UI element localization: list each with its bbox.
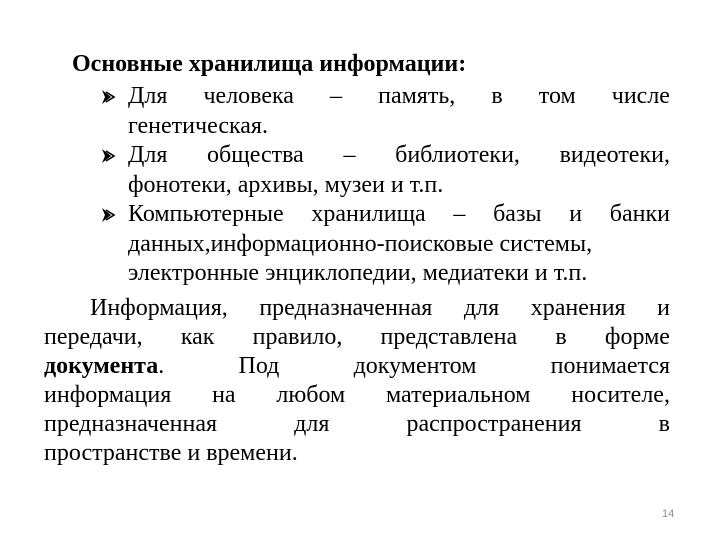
document-term: документа [44, 353, 159, 379]
word: форме [604, 324, 670, 350]
word: электронные энциклопедии, медиатеки и т.п. [128, 260, 588, 286]
word: данных,информационно-поисковые системы, [128, 230, 593, 257]
word: банки [609, 201, 670, 227]
bullet-item [106, 200, 670, 289]
word: Для [128, 142, 168, 168]
word: носителе, [571, 382, 670, 408]
word: в [555, 324, 567, 350]
page-number: 14 [662, 508, 675, 520]
word: предназначенная [44, 411, 218, 437]
paragraph-line [44, 323, 670, 352]
bullet-line [128, 200, 670, 230]
word: в [491, 83, 503, 109]
bullet-line [128, 259, 670, 289]
word: материальном [386, 382, 531, 408]
arrow-check-bullet-icon [100, 206, 118, 224]
word: библиотеки, [395, 142, 520, 168]
word: для [294, 411, 330, 437]
word: Под [238, 353, 280, 379]
bullet-line [128, 230, 670, 260]
paragraph-line [44, 410, 670, 439]
word: – [453, 201, 466, 227]
arrow-check-bullet-icon [100, 147, 118, 165]
word: – [343, 142, 356, 168]
word: пространстве и времени. [44, 440, 298, 466]
document-definition-paragraph [44, 294, 670, 468]
bullet-line [128, 112, 670, 142]
word: и [657, 295, 670, 321]
word: генетическая. [128, 112, 268, 139]
word: фонотеки, архивы, музеи и т.п. [128, 171, 444, 198]
arrow-check-bullet-icon [100, 88, 118, 106]
word: . [158, 353, 165, 379]
word: видеотеки, [559, 142, 670, 168]
word: документом [353, 353, 477, 379]
paragraph-line [44, 439, 670, 468]
bullet-line [128, 141, 670, 171]
word: человека [203, 83, 294, 109]
document-term-group [44, 352, 164, 381]
word: хранения [530, 295, 626, 321]
slide-heading: Основные хранилища информации: [72, 51, 467, 77]
word: – [330, 83, 343, 109]
paragraph-line [44, 381, 670, 410]
word: передачи, [44, 324, 143, 350]
word: Компьютерные [128, 201, 284, 227]
word: как [180, 324, 215, 350]
word: Для [128, 83, 168, 109]
word: общества [207, 142, 304, 168]
paragraph-line [44, 294, 670, 323]
word: понимается [550, 353, 670, 379]
word: Информация, [90, 295, 228, 321]
word: память, [378, 83, 456, 109]
word: и [569, 201, 583, 227]
paragraph-line [44, 352, 670, 381]
word: распространения [406, 411, 582, 437]
word: том [538, 83, 576, 109]
word: числе [611, 83, 670, 109]
word: хранилища [311, 201, 426, 227]
bullet-item [106, 82, 670, 141]
word: представлена [380, 324, 518, 350]
word: информация [44, 382, 172, 408]
bullet-item [106, 141, 670, 200]
word: базы [493, 201, 542, 227]
word: на [212, 382, 236, 408]
bullet-line [128, 171, 670, 201]
bullet-list [106, 82, 670, 289]
word: предназначенная [259, 295, 433, 321]
word: для [463, 295, 500, 321]
bullet-line [128, 82, 670, 112]
word: любом [276, 382, 346, 408]
word: в [658, 411, 670, 437]
word: правило, [252, 324, 343, 350]
